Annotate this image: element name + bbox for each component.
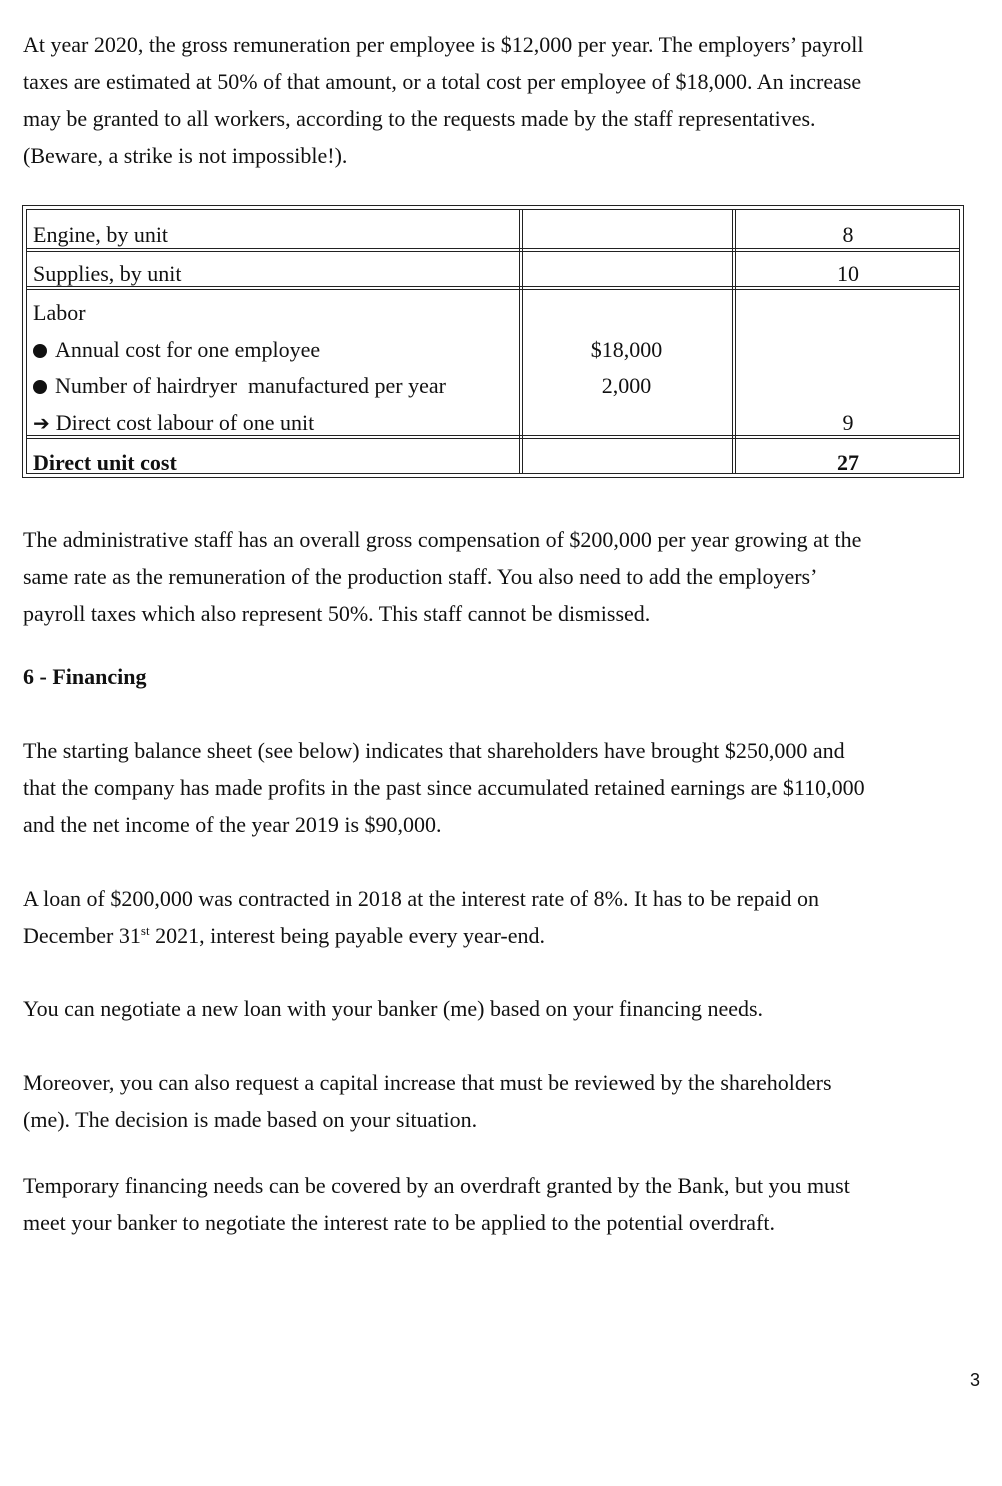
balance-line: The starting balance sheet (see below) indicates that shareholders have brought $250,000 and — [23, 738, 845, 763]
row-direct-labour — [33, 410, 314, 436]
page-number: 3 — [969, 1370, 980, 1390]
intro-line: may be granted to all workers, according to the requests made by the staff representatives. — [23, 106, 816, 131]
row-annual-cost — [33, 337, 320, 363]
row-hairdryers — [33, 373, 446, 399]
loan-date-suffix: st — [140, 923, 150, 938]
row-label-engine: Engine, by unit — [33, 222, 169, 247]
loan-paragraph — [23, 880, 973, 954]
row-label-hairdryers: Number of hairdryer manufactured per year — [55, 373, 446, 398]
row-label-annual-cost: Annual cost for one employee — [55, 337, 321, 362]
cost-table-inner — [26, 209, 960, 474]
loan-line-rest: 2021, interest being payable every year-end. — [149, 923, 545, 948]
right-arrow-icon: ➔ — [33, 411, 50, 435]
row-label-labor: Labor — [33, 300, 86, 325]
admin-line: same rate as the remuneration of the production staff. You also need to add the employers’ — [23, 564, 818, 589]
row-value-supplies: 10 — [837, 261, 859, 286]
bullet-icon — [33, 380, 47, 394]
loan-date-text: December 31 — [23, 923, 141, 948]
capital-paragraph — [23, 1064, 973, 1138]
row-value-engine: 8 — [842, 222, 854, 247]
intro-line: At year 2020, the gross remuneration per employee is $12,000 per year. The employers’ payroll — [23, 32, 864, 57]
overdraft-line: Temporary financing needs can be covered by an overdraft granted by the Bank, but you must — [23, 1173, 850, 1198]
bullet-icon — [33, 344, 47, 358]
table-divider — [27, 248, 959, 252]
balance-paragraph — [23, 732, 973, 843]
row-label-direct-unit: Direct unit cost — [33, 450, 177, 475]
cost-table — [22, 205, 964, 478]
banker-line: You can negotiate a new loan with your banker (me) based on your financing needs. — [23, 996, 764, 1021]
row-label-direct-labour: Direct cost labour of one unit — [55, 410, 315, 435]
admin-line: payroll taxes which also represent 50%. This staff cannot be dismissed. — [23, 601, 651, 626]
row-mid-annual-cost: $18,000 — [590, 337, 663, 362]
loan-line — [23, 917, 973, 954]
balance-line: that the company has made profits in the past since accumulated retained earnings are $110,000 — [23, 775, 865, 800]
intro-line: (Beware, a strike is not impossible!). — [23, 143, 348, 168]
loan-line: A loan of $200,000 was contracted in 2018 at the interest rate of 8%. It has to be repaid on — [23, 886, 820, 911]
row-label-supplies: Supplies, by unit — [33, 261, 182, 286]
capital-line: Moreover, you can also request a capital increase that must be reviewed by the shareholders — [23, 1070, 832, 1095]
admin-paragraph — [23, 521, 973, 632]
overdraft-line: meet your banker to negotiate the interest rate to be applied to the potential overdraft. — [23, 1210, 775, 1235]
intro-line: taxes are estimated at 50% of that amount, or a total cost per employee of $18,000. An increase — [23, 69, 862, 94]
row-value-direct-labour: 9 — [842, 410, 854, 435]
section-heading-financing: 6 - Financing — [23, 664, 147, 689]
admin-line: The administrative staff has an overall gross compensation of $200,000 per year growing at the — [23, 527, 862, 552]
banker-paragraph — [23, 990, 973, 1027]
balance-line: and the net income of the year 2019 is $90,000. — [23, 812, 442, 837]
overdraft-paragraph — [23, 1167, 973, 1241]
row-value-direct-unit: 27 — [837, 450, 859, 475]
row-mid-hairdryers: 2,000 — [601, 373, 652, 398]
capital-line: (me). The decision is made based on your situation. — [23, 1107, 478, 1132]
intro-paragraph — [23, 26, 973, 174]
